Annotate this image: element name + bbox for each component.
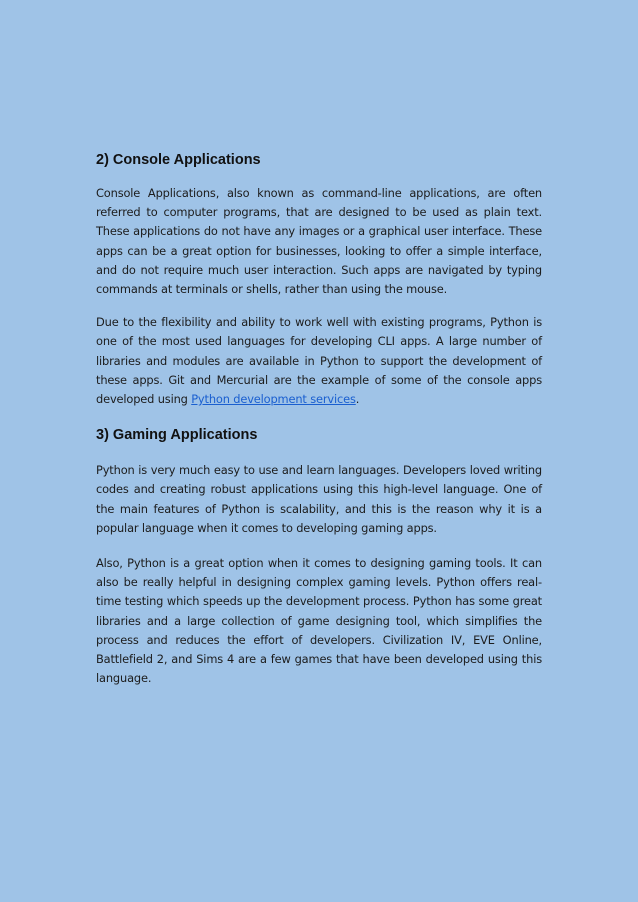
- paragraph-console-definition: Console Applications, also known as command-line applications, are often referred to computer programs, that are designed to be used as plain text. These applications do not have any images or a graphical user interface. These apps can be a great option for businesses, looking to offer a simple interface, and do not require much user interaction. Such apps are navigated by typing commands at terminals or shells, rather than using the mouse.: [96, 186, 542, 297]
- paragraph-text: Due to the flexibility and ability to work well with existing programs, Python is one of the most used languages for developing CLI apps. A large number of libraries and modules are available in Python to support the development of these apps. Git and Mercurial are the example of some of the console apps developed using: [96, 315, 542, 407]
- section-heading-console-applications: 2) Console Applications: [96, 152, 261, 168]
- paragraph-text-end: .: [355, 392, 360, 407]
- paragraph-gaming-tools: Also, Python is a great option when it comes to designing gaming tools. It can also be really helpful in designing complex gaming levels. Python offers real-time testing which speeds up the development process. Python has some great libraries and a large collection of game designing tool, which simplifies the process and reduces the effort of developers. Civilization IV, EVE Online, Battlefield 2, and Sims 4 are a few games that have been developed using this language.: [96, 556, 542, 686]
- section-heading-gaming-applications: 3) Gaming Applications: [96, 427, 258, 444]
- document-page: [96, 150, 542, 688]
- python-development-services-link[interactable]: Python development services: [191, 392, 356, 407]
- paragraph-gaming-intro: Python is very much easy to use and learn languages. Developers loved writing codes and creating robust applications using this high-level language. One of the main features of Python is scalability, and this is the reason why it is a popular language when it comes to developing gaming apps.: [96, 463, 542, 535]
- paragraph-console-python: [96, 313, 542, 409]
